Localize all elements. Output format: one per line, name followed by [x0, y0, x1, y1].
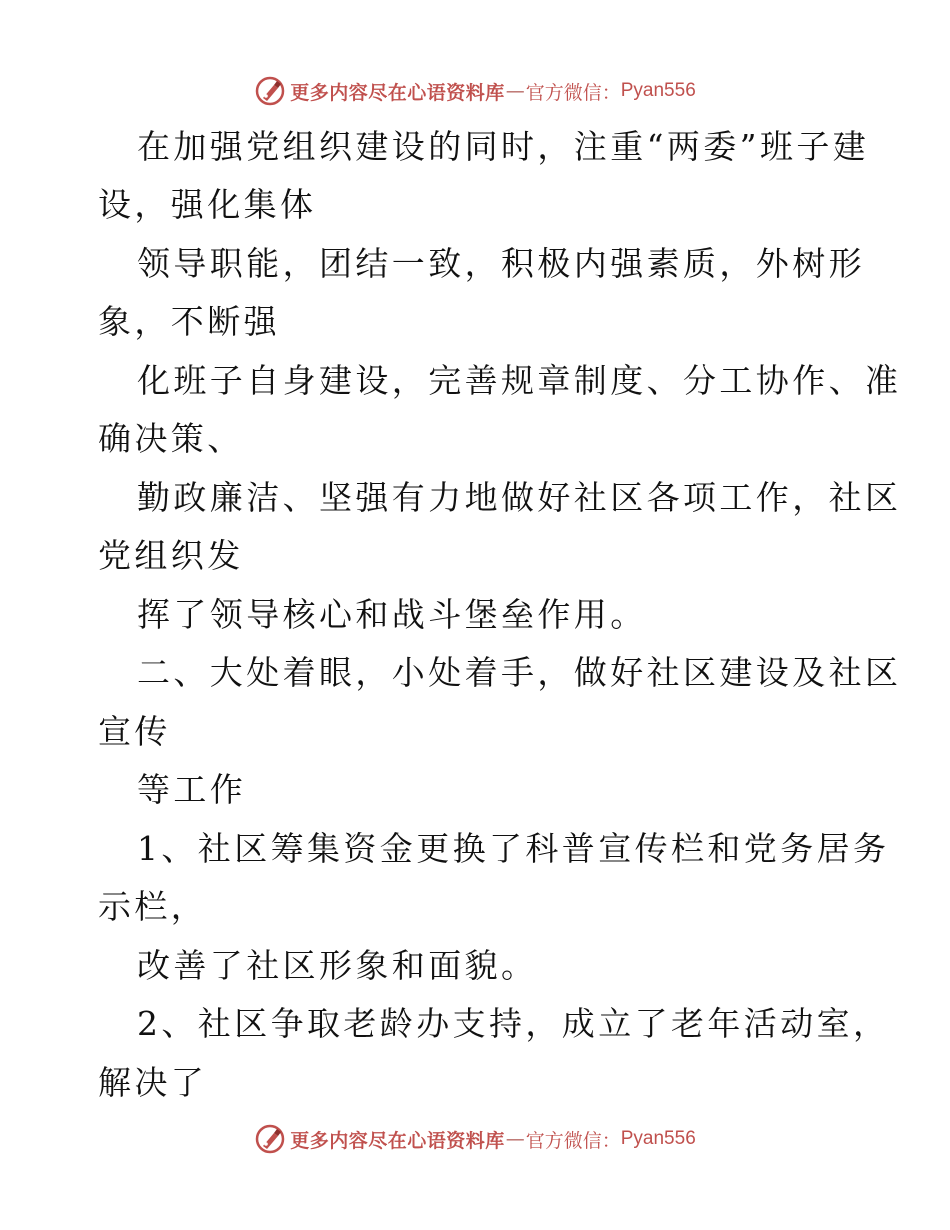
body-line-1: 在加强党组织建设的同时，注重“两委”班子建 — [137, 127, 870, 166]
watermark-wechat-label: 官方微信： — [525, 81, 621, 104]
pen-logo-icon — [254, 75, 286, 107]
body-line-17: 解决了 — [98, 1063, 208, 1102]
watermark-account: Pyan556 — [620, 80, 696, 101]
header-watermark-banner — [0, 74, 950, 108]
body-line-16: 2、社区争取老龄办支持，成立了老年活动室， — [137, 1004, 890, 1043]
body-line-5: 化班子自身建设，完善规章制度、分工协作、准 — [137, 361, 902, 400]
watermark-separator: — — [505, 80, 525, 102]
footer-watermark-banner — [0, 1122, 950, 1156]
watermark-wechat-label: 官方微信： — [525, 1129, 621, 1152]
watermark-account: Pyan556 — [620, 1128, 696, 1149]
pen-logo-icon — [254, 1123, 286, 1155]
body-line-10: 二、大处着眼，小处着手，做好社区建设及社区 — [137, 653, 902, 692]
body-line-6: 确决策、 — [98, 419, 244, 458]
watermark-site-text: 更多内容尽在心语资料库 — [290, 1129, 505, 1152]
body-line-14: 示栏， — [98, 887, 208, 926]
watermark-separator: — — [505, 1128, 525, 1150]
body-line-2: 设，强化集体 — [98, 185, 317, 224]
body-line-13: 1、社区筹集资金更换了科普宣传栏和党务居务 — [137, 829, 890, 868]
body-line-4: 象，不断强 — [98, 302, 280, 341]
body-line-3: 领导职能，团结一致，积极内强素质，外树形 — [137, 244, 865, 283]
body-line-7: 勤政廉洁、坚强有力地做好社区各项工作，社区 — [137, 478, 902, 517]
body-line-8: 党组织发 — [98, 536, 244, 575]
body-line-15: 改善了社区形象和面貌。 — [137, 946, 538, 985]
body-line-11: 宣传 — [98, 712, 171, 751]
body-line-12: 等工作 — [137, 770, 247, 809]
watermark-site-text: 更多内容尽在心语资料库 — [290, 81, 505, 104]
body-line-9: 挥了领导核心和战斗堡垒作用。 — [137, 595, 647, 634]
